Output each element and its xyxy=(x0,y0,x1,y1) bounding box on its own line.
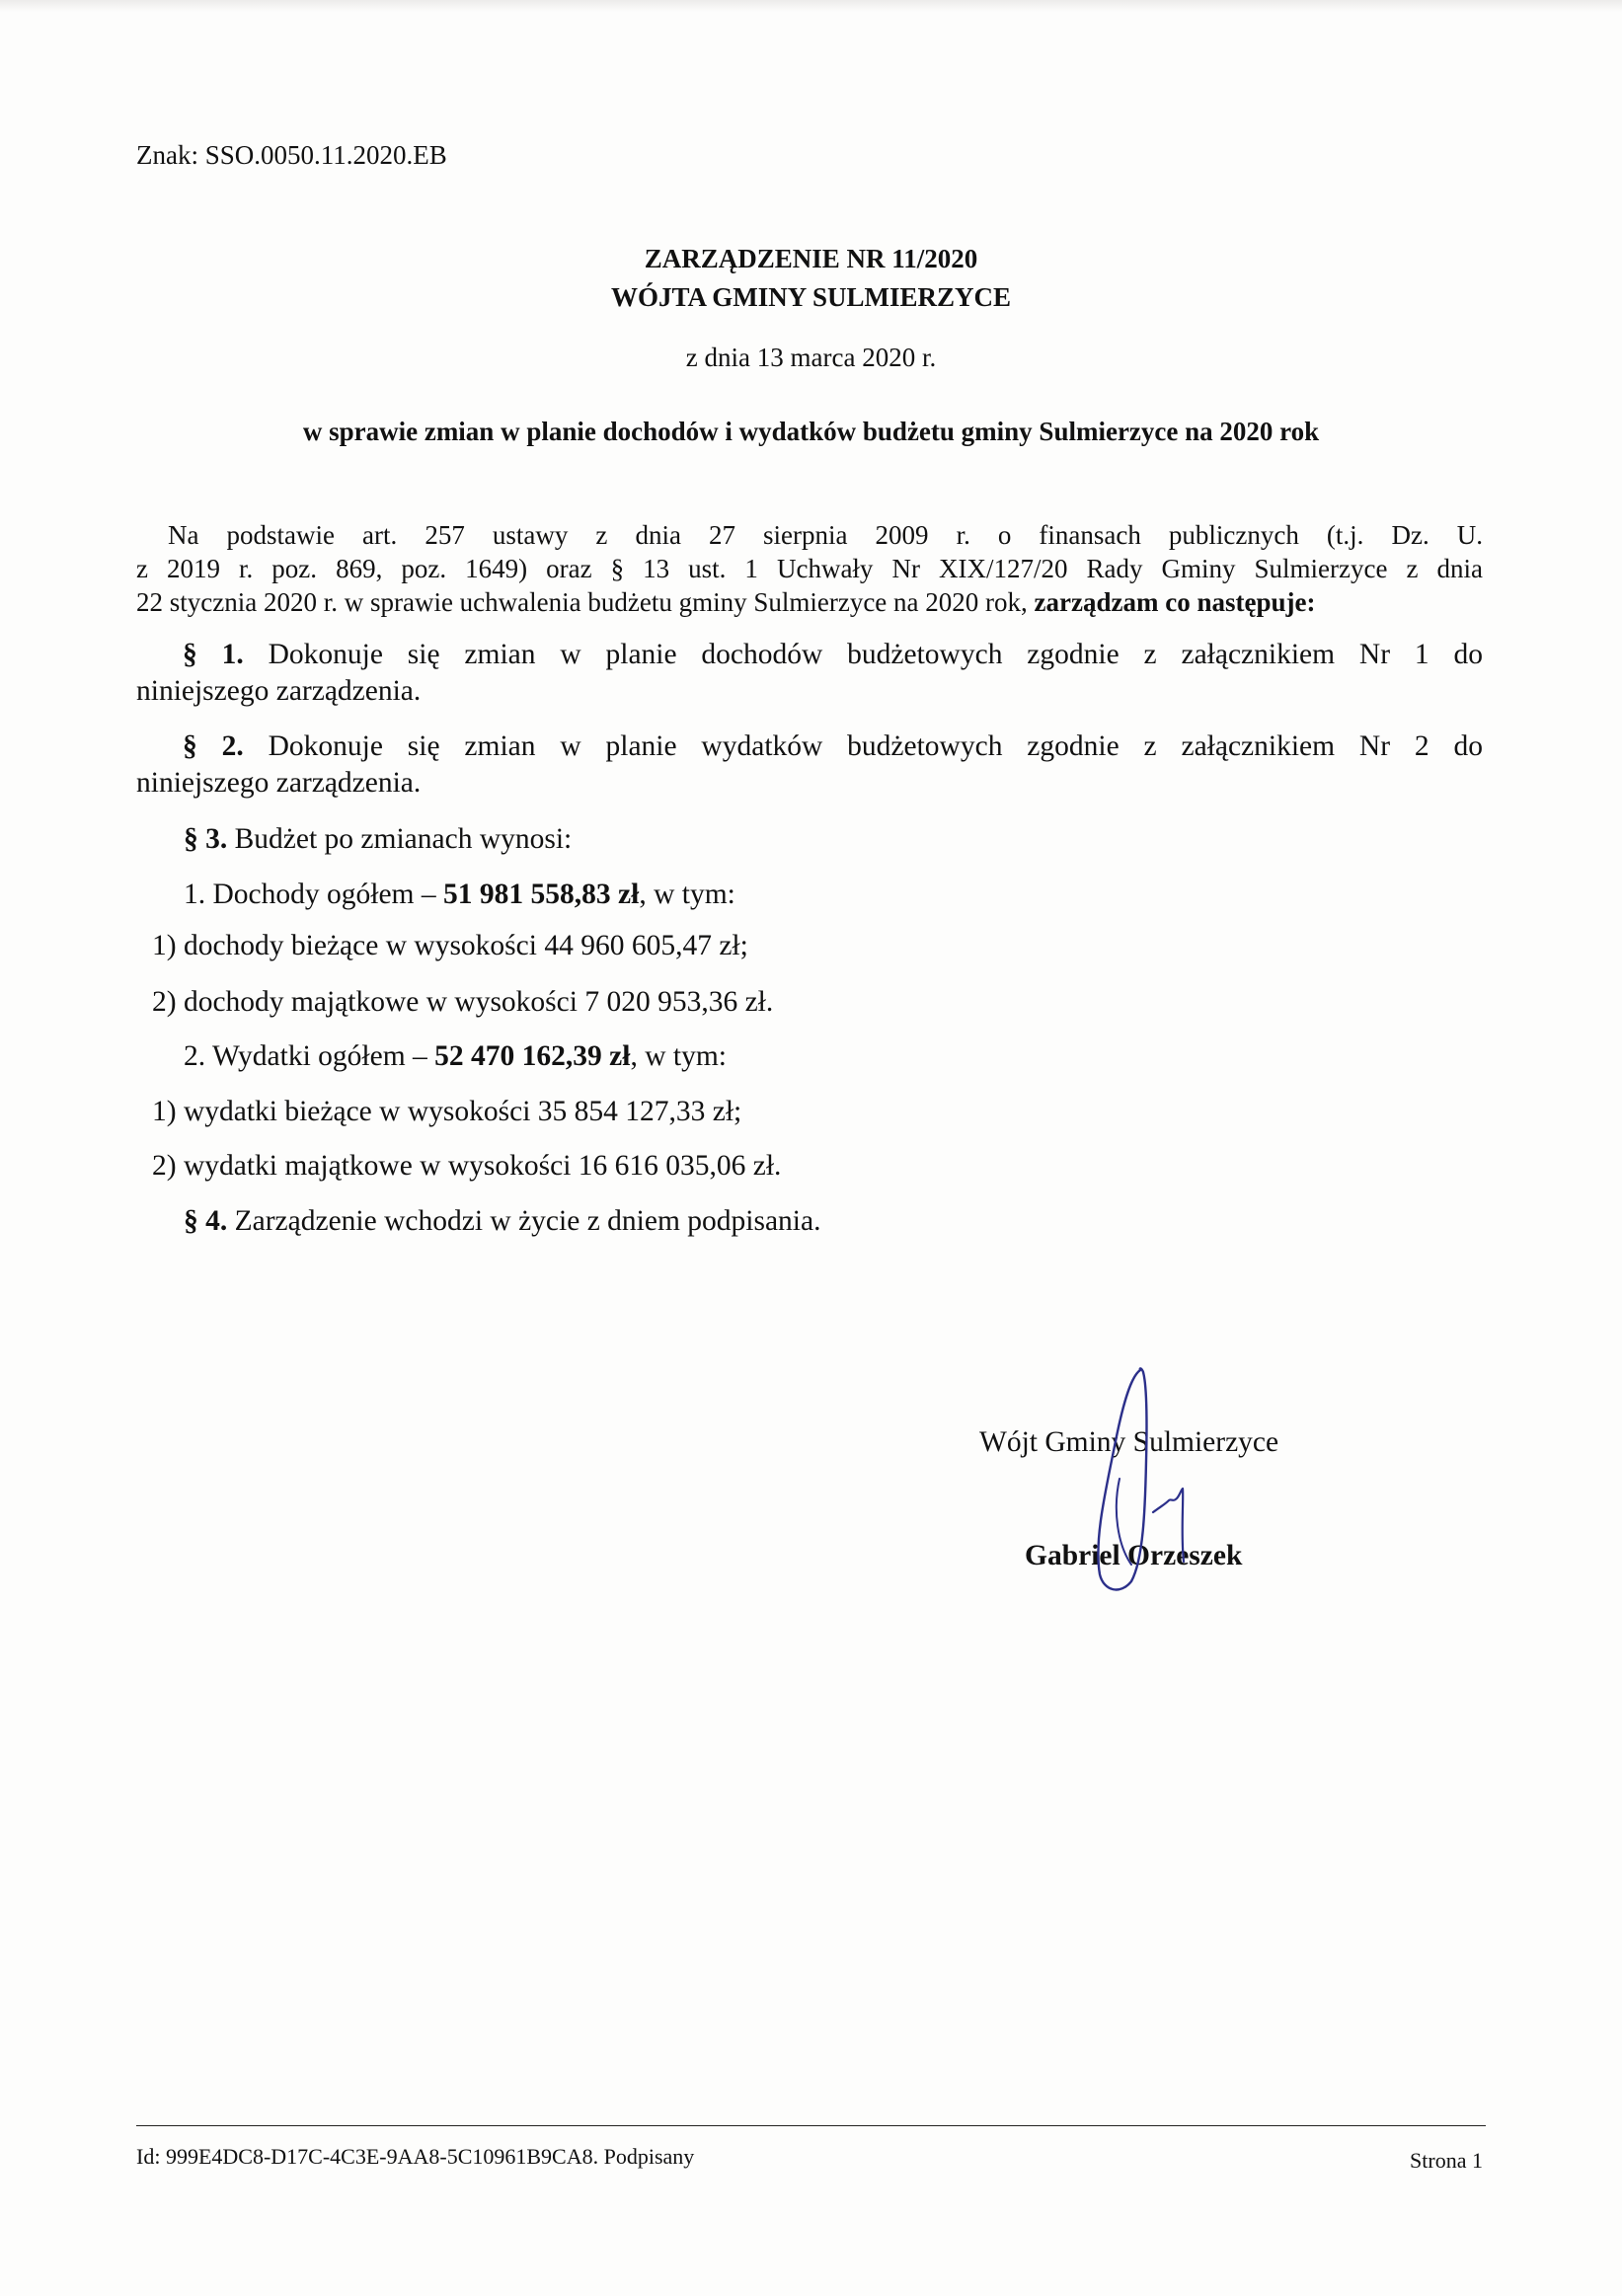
income-total: 51 981 558,83 zł xyxy=(443,879,640,910)
preamble-line: z 2019 r. poz. 869, poz. 1649) oraz § 13 ust. 1 Uchwały Nr XIX/127/20 Rady Gminy Sulmierzyce z dnia xyxy=(136,554,1483,583)
document-title: ZARZĄDZENIE NR 11/2020 xyxy=(644,244,978,273)
section-label: § 1. xyxy=(183,639,244,670)
footer-page-number: Strona 1 xyxy=(1410,2148,1483,2173)
preamble-decree: zarządzam co następuje: xyxy=(1034,587,1316,617)
footer-document-id: Id: 999E4DC8-D17C-4C3E-9AA8-5C10961B9CA8. Podpisany xyxy=(136,2144,695,2169)
signature-tail-stroke xyxy=(1153,1489,1184,1562)
section-2 xyxy=(183,732,1483,762)
expenses-total: 52 470 162,39 zł xyxy=(434,1040,631,1072)
section-text: Dokonuje się zmian w planie dochodów budżetowych zgodnie z załącznikiem Nr 1 do xyxy=(268,639,1484,670)
handwritten-signature xyxy=(1066,1362,1214,1599)
section-label: § 2. xyxy=(183,730,244,762)
expenses-suffix: , w tym: xyxy=(630,1040,727,1072)
signatory-position: Wójt Gminy Sulmierzyce xyxy=(979,1426,1279,1458)
income-item: 2) dochody majątkowe w wysokości 7 020 953,36 zł. xyxy=(152,986,774,1018)
preamble-line: Na podstawie art. 257 ustawy z dnia 27 sierpnia 2009 r. o finansach publicznych (t.j. Dz. U. xyxy=(168,520,1483,550)
income-label: 1. Dochody ogółem – xyxy=(184,879,436,910)
section-4 xyxy=(184,1207,820,1237)
section-text: Dokonuje się zmian w planie wydatków budżetowych zgodnie z załącznikiem Nr 2 do xyxy=(268,730,1484,762)
document-subject: w sprawie zmian w planie dochodów i wydatków budżetu gminy Sulmierzyce na 2020 rok xyxy=(302,417,1320,446)
section-label: § 3. xyxy=(184,823,228,855)
income-total-line xyxy=(184,880,735,910)
document-issuer: WÓJTA GMINY SULMIERZYCE xyxy=(610,282,1012,312)
expenses-label: 2. Wydatki ogółem – xyxy=(184,1040,427,1072)
expenses-item: 1) wydatki bieżące w wysokości 35 854 127,33 zł; xyxy=(152,1096,742,1127)
section-label: § 4. xyxy=(184,1205,228,1237)
preamble-line xyxy=(136,589,1315,616)
document-reference: Znak: SSO.0050.11.2020.EB xyxy=(136,140,447,170)
section-1-continuation: niniejszego zarządzenia. xyxy=(136,675,422,707)
section-text: Budżet po zmianach wynosi: xyxy=(234,823,573,855)
section-text: Zarządzenie wchodzi w życie z dniem podpisania. xyxy=(234,1205,821,1237)
footer-divider xyxy=(136,2125,1486,2126)
signature-loop-stroke xyxy=(1098,1368,1146,1589)
income-suffix: , w tym: xyxy=(639,879,735,910)
income-item: 1) dochody bieżące w wysokości 44 960 605,47 zł; xyxy=(152,930,748,961)
signature-inner-stroke xyxy=(1117,1479,1131,1565)
expenses-total-line xyxy=(184,1042,727,1072)
signatory-name: Gabriel Orzeszek xyxy=(1025,1540,1243,1571)
preamble-text: 22 stycznia 2020 r. w sprawie uchwalenia budżetu gminy Sulmierzyce na 2020 rok, xyxy=(136,587,1028,617)
document-date: z dnia 13 marca 2020 r. xyxy=(685,343,937,372)
section-3 xyxy=(184,825,572,855)
section-2-continuation: niniejszego zarządzenia. xyxy=(136,767,422,799)
scan-edge-shadow xyxy=(0,0,1622,12)
expenses-item: 2) wydatki majątkowe w wysokości 16 616 035,06 zł. xyxy=(152,1150,782,1182)
section-1 xyxy=(183,641,1483,670)
